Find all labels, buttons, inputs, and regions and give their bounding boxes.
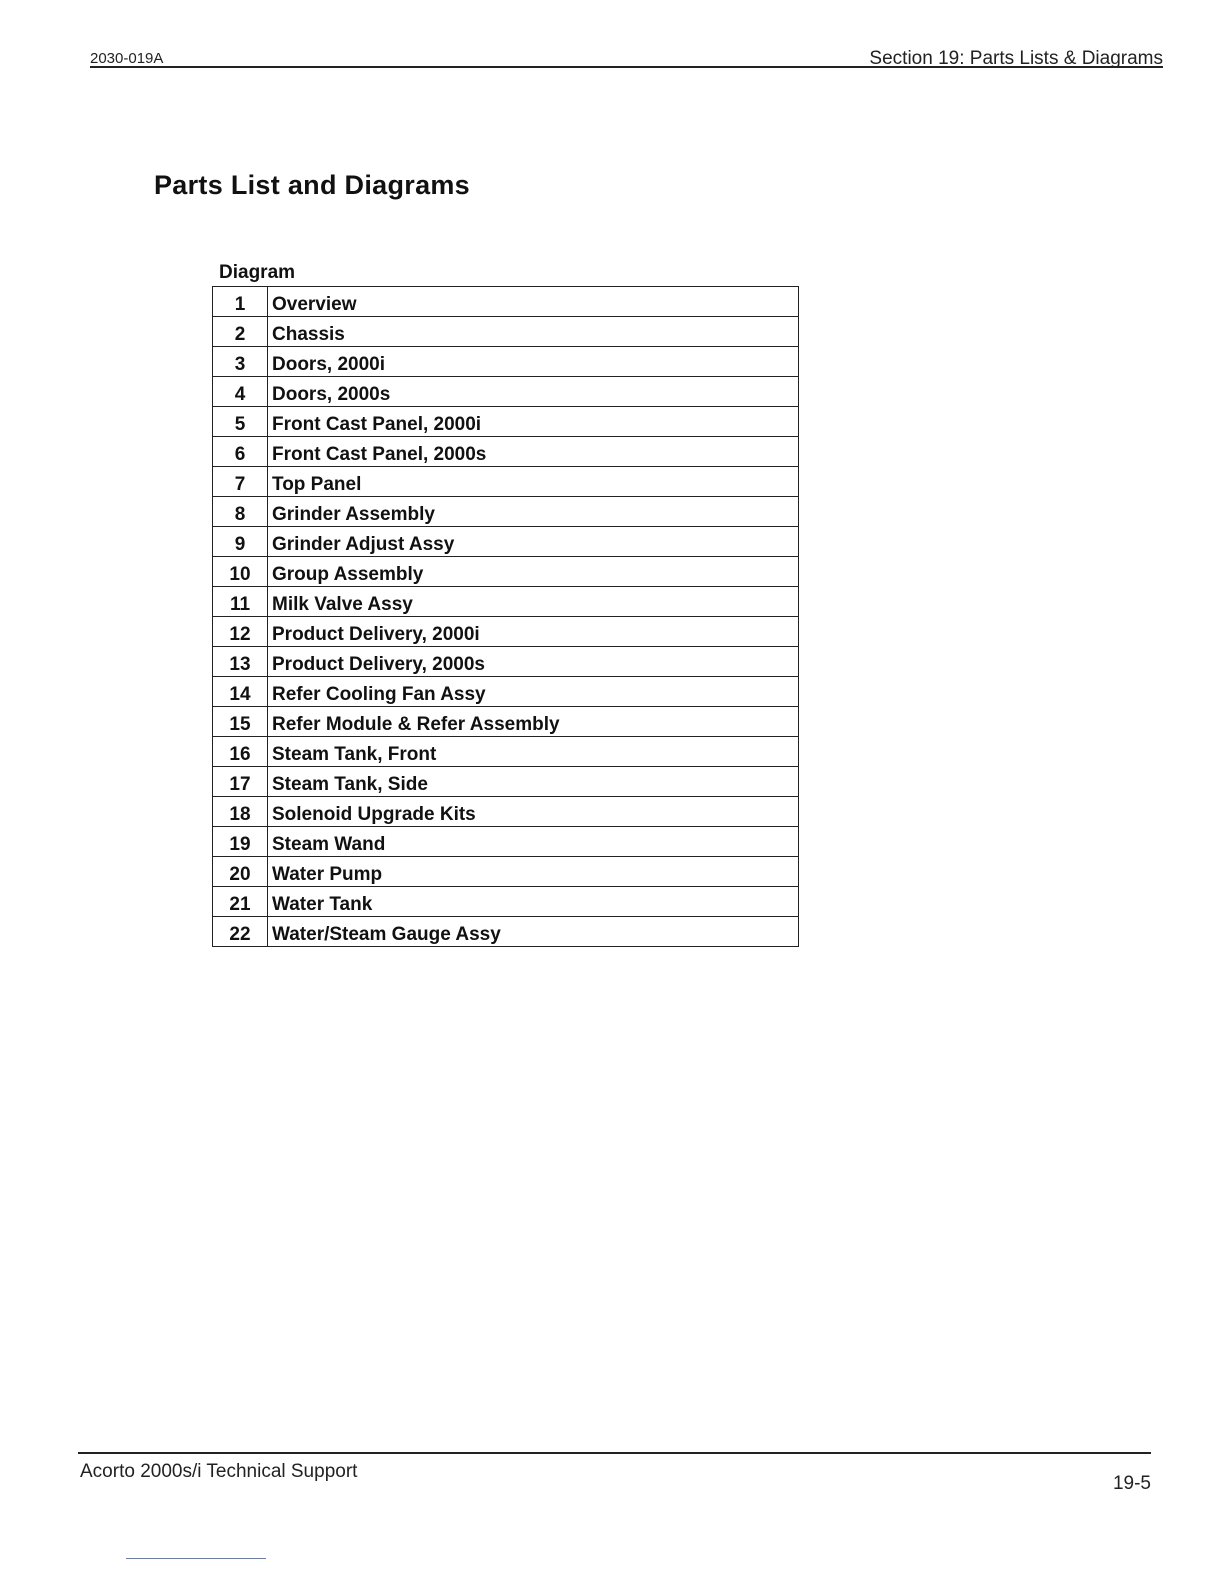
- diagram-name: Chassis: [268, 317, 799, 347]
- table-row: [213, 557, 799, 587]
- table-row: [213, 857, 799, 887]
- table-row: [213, 707, 799, 737]
- table-row: [213, 317, 799, 347]
- table-row: [213, 287, 799, 317]
- table-row: [213, 467, 799, 497]
- diagram-number: 14: [213, 677, 268, 707]
- table-row: [213, 437, 799, 467]
- table-row: [213, 737, 799, 767]
- diagram-name: Grinder Assembly: [268, 497, 799, 527]
- diagram-name: Water Pump: [268, 857, 799, 887]
- diagram-number: 18: [213, 797, 268, 827]
- diagram-number: 3: [213, 347, 268, 377]
- diagram-name: Steam Wand: [268, 827, 799, 857]
- table-caption: Diagram: [219, 262, 296, 283]
- diagram-number: 10: [213, 557, 268, 587]
- diagram-number: 15: [213, 707, 268, 737]
- diagram-number: 20: [213, 857, 268, 887]
- diagram-name: Refer Module & Refer Assembly: [268, 707, 799, 737]
- diagram-name: Refer Cooling Fan Assy: [268, 677, 799, 707]
- page-title: Parts List and Diagrams: [154, 170, 471, 200]
- diagram-number: 5: [213, 407, 268, 437]
- diagram-number: 1: [213, 287, 268, 317]
- table-row: [213, 887, 799, 917]
- diagram-name: Front Cast Panel, 2000i: [268, 407, 799, 437]
- diagram-name: Doors, 2000i: [268, 347, 799, 377]
- page-footer: [78, 1452, 1151, 1496]
- diagram-number: 22: [213, 917, 268, 947]
- diagram-number: 8: [213, 497, 268, 527]
- footer-title: Acorto 2000s/i Technical Support: [80, 1461, 358, 1482]
- table-row: [213, 917, 799, 947]
- diagram-name: Grinder Adjust Assy: [268, 527, 799, 557]
- diagram-number: 19: [213, 827, 268, 857]
- diagram-name: Product Delivery, 2000i: [268, 617, 799, 647]
- diagram-name: Steam Tank, Front: [268, 737, 799, 767]
- table-row: [213, 527, 799, 557]
- table-row: [213, 797, 799, 827]
- diagram-number: 4: [213, 377, 268, 407]
- diagram-number: 7: [213, 467, 268, 497]
- diagram-number: 9: [213, 527, 268, 557]
- diagram-name: Overview: [268, 287, 799, 317]
- table-row: [213, 347, 799, 377]
- diagram-name: Milk Valve Assy: [268, 587, 799, 617]
- diagram-name: Steam Tank, Side: [268, 767, 799, 797]
- diagram-number: 6: [213, 437, 268, 467]
- table-row: [213, 677, 799, 707]
- table-row: [213, 377, 799, 407]
- diagram-name: Solenoid Upgrade Kits: [268, 797, 799, 827]
- diagram-name: Doors, 2000s: [268, 377, 799, 407]
- diagram-number: 11: [213, 587, 268, 617]
- table-row: [213, 617, 799, 647]
- table-row: [213, 587, 799, 617]
- diagram-table: [212, 286, 799, 947]
- section-title: Section 19: Parts Lists & Diagrams: [869, 48, 1163, 69]
- table-row: [213, 497, 799, 527]
- table-row: [213, 647, 799, 677]
- page-number: 19-5: [1112, 1473, 1151, 1494]
- diagram-number: 17: [213, 767, 268, 797]
- diagram-name: Water Tank: [268, 887, 799, 917]
- table-row: [213, 407, 799, 437]
- diagram-name: Top Panel: [268, 467, 799, 497]
- diagram-name: Water/Steam Gauge Assy: [268, 917, 799, 947]
- diagram-name: Front Cast Panel, 2000s: [268, 437, 799, 467]
- diagram-number: 13: [213, 647, 268, 677]
- diagram-number: 12: [213, 617, 268, 647]
- diagram-number: 2: [213, 317, 268, 347]
- diagram-number: 16: [213, 737, 268, 767]
- diagram-number: 21: [213, 887, 268, 917]
- document-number: 2030-019A: [90, 50, 164, 67]
- diagram-name: Group Assembly: [268, 557, 799, 587]
- table-row: [213, 767, 799, 797]
- page-header: [90, 46, 1163, 68]
- diagram-name: Product Delivery, 2000s: [268, 647, 799, 677]
- scan-artifact-line: [126, 1558, 266, 1559]
- table-row: [213, 827, 799, 857]
